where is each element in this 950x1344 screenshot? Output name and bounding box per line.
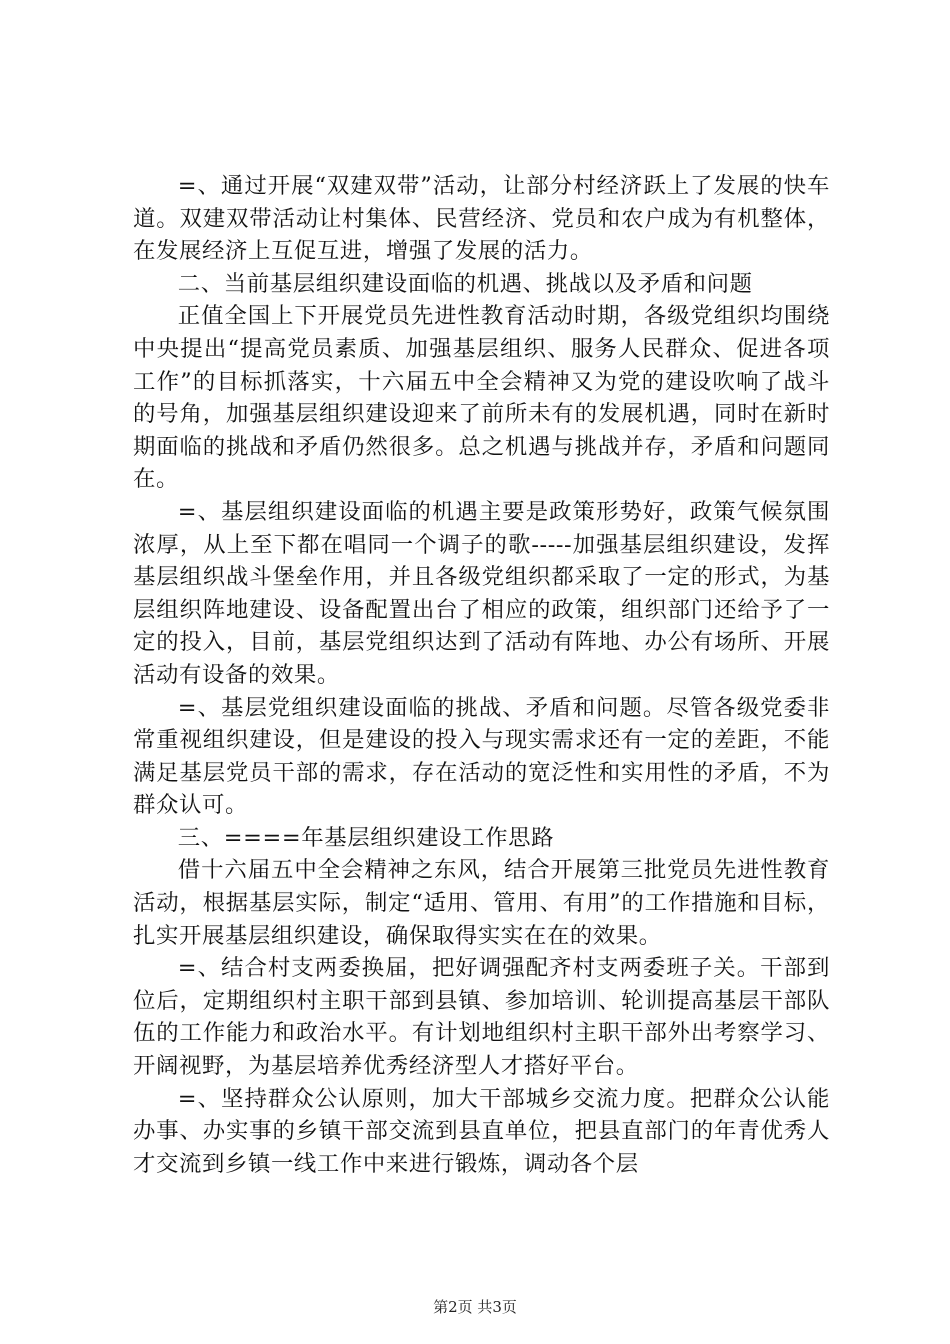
section-heading-3: 三、====年基层组织建设工作思路 <box>177 824 555 851</box>
paragraph-7: =、坚持群众公认原则，加大干部城乡交流力度。把群众公认能办事、办实事的乡镇干部交流到县直单位，把县直部门的年青优秀人才交流到乡镇一线工作中来进行锻炼，调动各个层 <box>133 1085 830 1177</box>
paragraph-3: =、基层组织建设面临的机遇主要是政策形势好，政策气候氛围浓厚，从上至下都在唱同一个调子的歌-----加强基层组织建设，发挥基层组织战斗堡垒作用，并且各级党组织都采取了一定的形式，为基层组织阵地建设、设备配置出台了相应的政策，组织部门还给予了一定的投入，目前，基层党组织达到了活动有阵地、办公有场所、开展活动有设备的效果。 <box>133 498 830 688</box>
page-number-footer: 第2页 共3页 <box>433 1298 517 1316</box>
document-body <box>133 170 830 1180</box>
paragraph-2: 正值全国上下开展党员先进性教育活动时期，各级党组织均围绕中央提出“提高党员素质、加强基层组织、服务人民群众、促进各项工作”的目标抓落实，十六届五中全会精神又为党的建设吹响了战斗的号角，加强基层组织建设迎来了前所未有的发展机遇，同时在新时期面临的挑战和矛盾仍然很多。总之机遇与挑战并存，矛盾和问题同在。 <box>133 303 830 493</box>
paragraph-5: 借十六届五中全会精神之东风，结合开展第三批党员先进性教育活动，根据基层实际，制定“适用、管用、有用”的工作措施和目标，扎实开展基层组织建设，确保取得实实在在的效果。 <box>133 857 830 949</box>
paragraph-1: =、通过开展“双建双带”活动，让部分村经济跃上了发展的快车道。双建双带活动让村集体、民营经济、党员和农户成为有机整体，在发展经济上互促互进，增强了发展的活力。 <box>133 173 830 265</box>
section-heading-2: 二、当前基层组织建设面临的机遇、挑战以及矛盾和问题 <box>177 270 753 297</box>
paragraph-6: =、结合村支两委换届，把好调强配齐村支两委班子关。干部到位后，定期组织村主职干部到县镇、参加培训、轮训提高基层干部队伍的工作能力和政治水平。有计划地组织村主职干部外出考察学习、开阔视野，为基层培养优秀经济型人才搭好平台。 <box>133 955 830 1080</box>
paragraph-4: =、基层党组织建设面临的挑战、矛盾和问题。尽管各级党委非常重视组织建设，但是建设的投入与现实需求还有一定的差距，不能满足基层党员干部的需求，存在活动的宽泛性和实用性的矛盾，不为群众认可。 <box>133 694 830 819</box>
